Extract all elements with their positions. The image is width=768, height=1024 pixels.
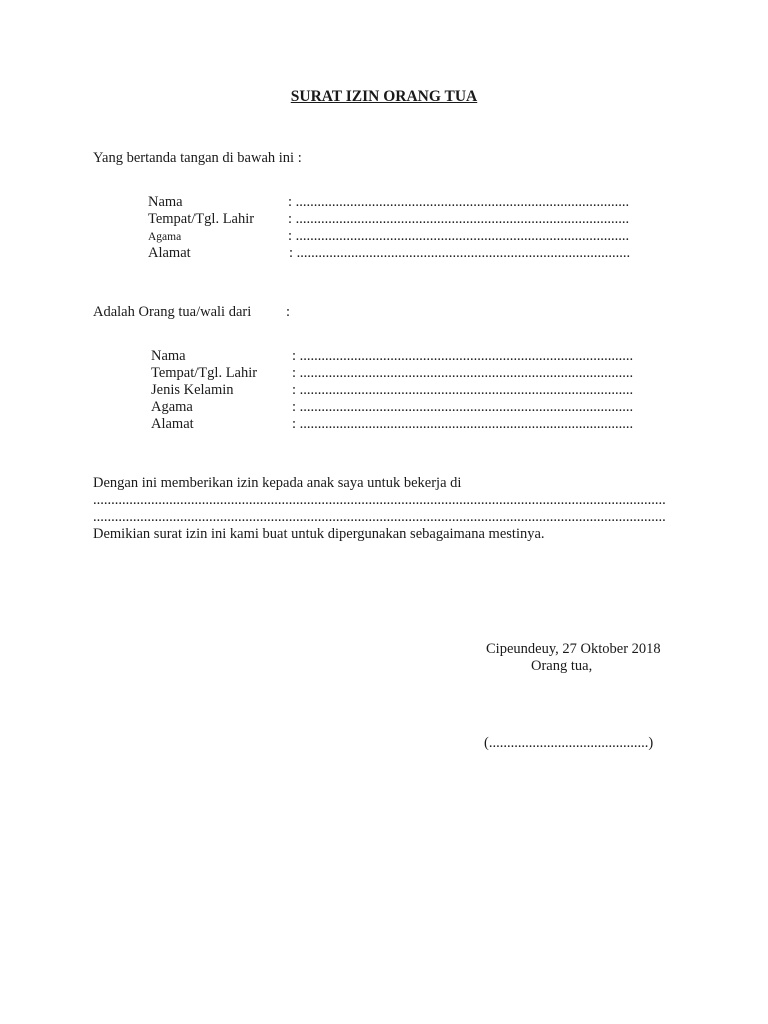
parent-field-label: Agama [148, 231, 182, 243]
parent-field-label: Alamat [148, 245, 191, 261]
child-field-label: Nama [151, 348, 186, 364]
signer-role: Orang tua, [531, 658, 593, 674]
child-field-label: Alamat [151, 416, 194, 432]
closing-text: Demikian surat izin ini kami buat untuk dipergunakan sebagaimana mestinya. [93, 526, 545, 542]
parent-field-value: : ............................................................................................ [289, 245, 631, 261]
child-field-label: Tempat/Tgl. Lahir [151, 365, 258, 381]
permission-line: .............................................................................................................................................................. [93, 509, 666, 525]
child-field-value: : ............................................................................................ [292, 399, 634, 415]
child-field-value: : ............................................................................................ [292, 382, 634, 398]
child-field-value: : ............................................................................................ [292, 365, 634, 381]
child-intro-colon: : [286, 304, 291, 320]
parent-field-value: : ............................................................................................ [288, 228, 630, 244]
signature-line: (............................................) [484, 735, 654, 751]
parent-field-value: : ............................................................................................ [288, 211, 630, 227]
place-date: Cipeundeuy, 27 Oktober 2018 [486, 641, 661, 657]
parent-field-label: Nama [148, 194, 183, 210]
intro-text: Yang bertanda tangan di bawah ini : [93, 150, 302, 166]
child-field-label: Jenis Kelamin [151, 382, 234, 398]
parent-field-label: Tempat/Tgl. Lahir [148, 211, 255, 227]
child-intro-text: Adalah Orang tua/wali dari [93, 304, 252, 320]
parent-field-value: : ............................................................................................ [288, 194, 630, 210]
child-field-value: : ............................................................................................ [292, 416, 634, 432]
permission-line: .............................................................................................................................................................. [93, 492, 666, 508]
child-field-label: Agama [151, 399, 193, 415]
permission-text: Dengan ini memberikan izin kepada anak saya untuk bekerja di [93, 475, 462, 491]
child-field-value: : ............................................................................................ [292, 348, 634, 364]
document-title: SURAT IZIN ORANG TUA [290, 88, 478, 105]
